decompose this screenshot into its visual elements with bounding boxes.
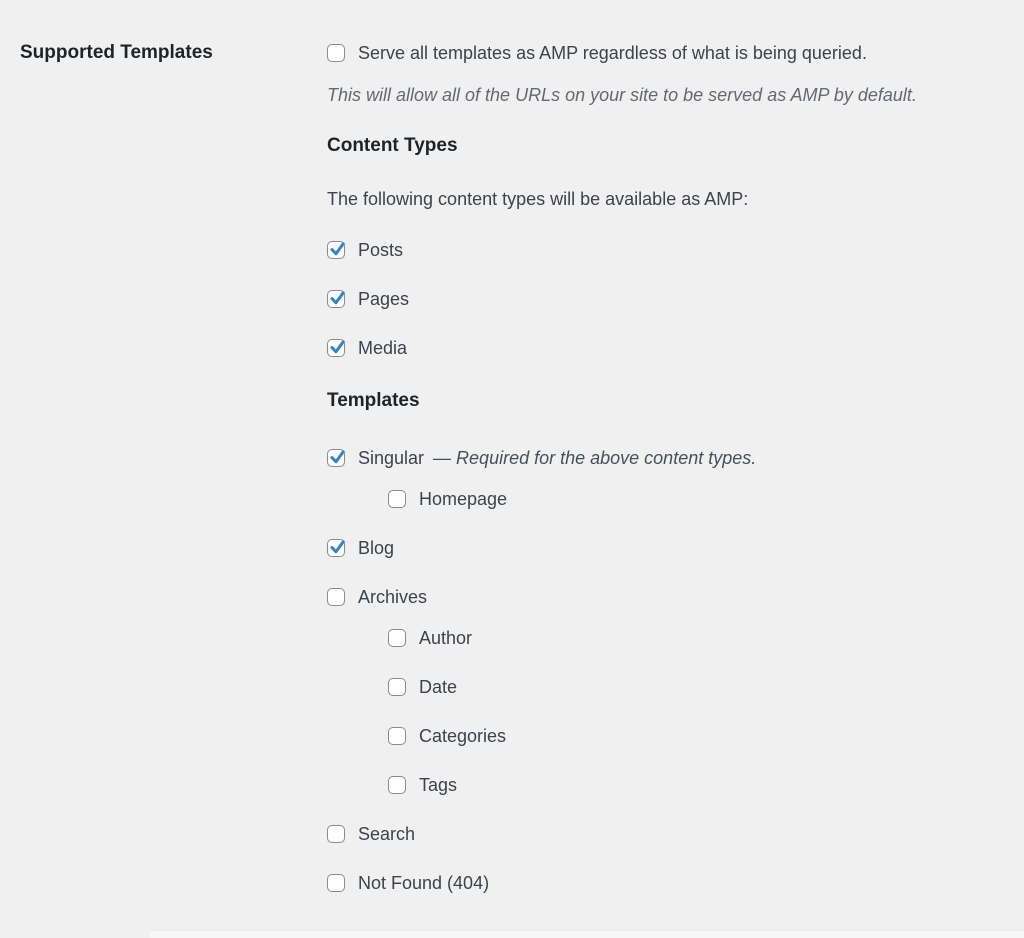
- checkbox[interactable]: [327, 449, 345, 467]
- checkbox[interactable]: [388, 776, 406, 794]
- checkbox-label[interactable]: Blog: [358, 538, 395, 558]
- template-row-search: [327, 823, 1004, 845]
- checkbox[interactable]: [388, 490, 406, 508]
- template-row-homepage: [327, 488, 1004, 510]
- content-types-intro: The following content types will be available as AMP:: [327, 189, 749, 209]
- check-icon: [328, 288, 347, 308]
- field-label: Supported Templates: [20, 42, 213, 63]
- checkbox-suffix: — Required for the above content types.: [433, 448, 757, 468]
- checkbox-label[interactable]: Media: [358, 338, 408, 358]
- field-content-column: [327, 42, 1024, 921]
- checkbox-label[interactable]: Homepage: [419, 489, 508, 509]
- checkbox-label[interactable]: Singular: [358, 448, 425, 468]
- field-label-column: [0, 42, 327, 921]
- serve-all-checkbox[interactable]: [327, 44, 345, 62]
- checkbox[interactable]: [327, 241, 345, 259]
- content-type-row-media: [327, 337, 1004, 359]
- content-type-checkbox-list: [327, 239, 1004, 359]
- checkbox-label[interactable]: Search: [358, 824, 416, 844]
- template-row-date: [327, 676, 1004, 698]
- checkbox-label[interactable]: Posts: [358, 240, 404, 260]
- template-row-blog: [327, 537, 1004, 559]
- check-icon: [328, 239, 347, 259]
- template-row-archives: [327, 586, 1004, 608]
- content-types-heading: Content Types: [327, 135, 458, 156]
- checkbox[interactable]: [327, 874, 345, 892]
- check-icon: [328, 537, 347, 557]
- checkbox-label[interactable]: Tags: [419, 775, 458, 795]
- checkbox-label[interactable]: Date: [419, 677, 458, 697]
- template-row-singular: [327, 447, 1004, 469]
- templates-heading: Templates: [327, 390, 420, 411]
- template-row-categories: [327, 725, 1004, 747]
- checkbox[interactable]: [327, 825, 345, 843]
- checkbox[interactable]: [388, 629, 406, 647]
- checkbox-label[interactable]: Archives: [358, 587, 428, 607]
- serve-all-row: [327, 42, 1004, 64]
- content-type-row-posts: [327, 239, 1004, 261]
- checkbox-label[interactable]: Author: [419, 628, 473, 648]
- checkbox[interactable]: [327, 588, 345, 606]
- checkbox-label[interactable]: Pages: [358, 289, 410, 309]
- checkbox-label[interactable]: Not Found (404): [358, 873, 490, 893]
- checkbox-label[interactable]: Categories: [419, 726, 507, 746]
- bottom-edge-strip: [150, 930, 1024, 938]
- template-row-tags: [327, 774, 1004, 796]
- checkbox[interactable]: [388, 727, 406, 745]
- checkbox[interactable]: [327, 339, 345, 357]
- templates-checkbox-list: [327, 447, 1004, 894]
- checkbox[interactable]: [388, 678, 406, 696]
- checkbox[interactable]: [327, 290, 345, 308]
- checkbox[interactable]: [327, 539, 345, 557]
- check-icon: [328, 447, 347, 467]
- content-type-row-pages: [327, 288, 1004, 310]
- template-row-author: [327, 627, 1004, 649]
- serve-all-label[interactable]: Serve all templates as AMP regardless of what is being queried.: [358, 43, 867, 63]
- serve-all-description: This will allow all of the URLs on your site to be served as AMP by default.: [327, 85, 917, 105]
- template-row-not-found-404: [327, 872, 1004, 894]
- check-icon: [328, 337, 347, 357]
